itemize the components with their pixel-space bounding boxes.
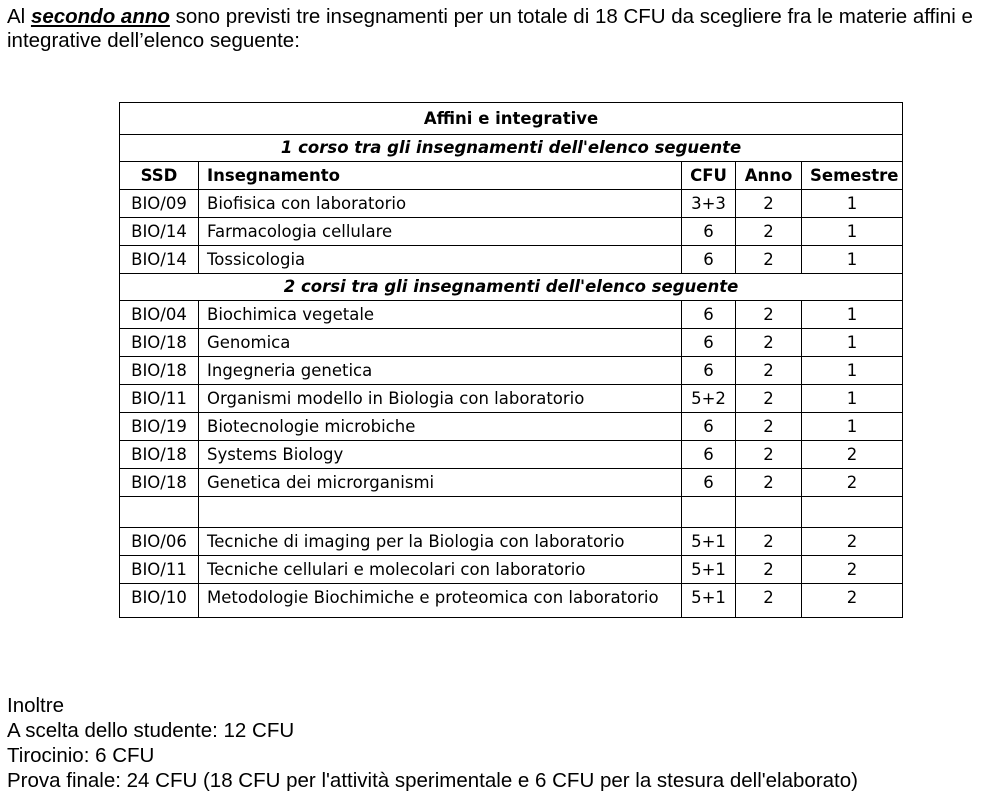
cell-semestre — [802, 497, 903, 528]
cell-semestre: 2 — [802, 469, 903, 497]
intro-paragraph — [7, 5, 997, 53]
cell-anno: 2 — [736, 441, 802, 469]
outro-line: Tirocinio: 6 CFU — [7, 744, 155, 767]
cell-semestre: 1 — [802, 413, 903, 441]
cell-anno: 2 — [736, 556, 802, 584]
cell-ssd: BIO/14 — [120, 246, 199, 274]
cell-semestre: 1 — [802, 329, 903, 357]
cell-semestre: 1 — [802, 190, 903, 218]
cell-semestre: 2 — [802, 441, 903, 469]
cell-cfu: 5+2 — [682, 385, 736, 413]
intro-emphasis: secondo anno — [30, 5, 170, 28]
table-row — [120, 190, 903, 218]
cell-anno: 2 — [736, 528, 802, 556]
cell-ssd: BIO/18 — [120, 357, 199, 385]
cell-anno: 2 — [736, 357, 802, 385]
cell-insegnamento: Organismi modello in Biologia con laboratorio — [199, 385, 682, 413]
cell-ssd: BIO/19 — [120, 413, 199, 441]
cell-cfu: 6 — [682, 218, 736, 246]
group1-label: 1 corso tra gli insegnamenti dell'elenco seguente — [120, 135, 903, 162]
table-row — [120, 246, 903, 274]
col-semestre: Semestre — [802, 162, 903, 190]
cell-cfu: 6 — [682, 329, 736, 357]
cell-insegnamento: Systems Biology — [199, 441, 682, 469]
cell-insegnamento: Genomica — [199, 329, 682, 357]
table-row — [120, 301, 903, 329]
cell-cfu: 6 — [682, 246, 736, 274]
cell-semestre: 1 — [802, 385, 903, 413]
table-row — [120, 497, 903, 528]
cell-insegnamento: Tecniche di imaging per la Biologia con laboratorio — [199, 528, 682, 556]
cell-ssd: BIO/10 — [120, 584, 199, 618]
intro-prefix: Al — [7, 5, 31, 28]
cell-semestre: 1 — [802, 301, 903, 329]
table-row — [120, 528, 903, 556]
cell-semestre: 1 — [802, 357, 903, 385]
cell-cfu: 3+3 — [682, 190, 736, 218]
cell-anno: 2 — [736, 246, 802, 274]
column-header-row — [120, 162, 903, 190]
group2-header-row — [120, 274, 903, 301]
group1-header-row — [120, 135, 903, 162]
cell-insegnamento: Tossicologia — [199, 246, 682, 274]
cell-ssd: BIO/18 — [120, 469, 199, 497]
col-ssd: SSD — [120, 162, 199, 190]
cell-ssd: BIO/09 — [120, 190, 199, 218]
cell-semestre: 1 — [802, 246, 903, 274]
table-title: Affini e integrative — [120, 103, 903, 135]
affini-table — [119, 102, 903, 618]
table-title-row — [120, 103, 903, 135]
cell-insegnamento — [199, 497, 682, 528]
table-row — [120, 385, 903, 413]
cell-cfu: 6 — [682, 469, 736, 497]
outro-line: Prova finale: 24 CFU (18 CFU per l'attività sperimentale e 6 CFU per la stesura dell'elaborato) — [7, 769, 858, 792]
col-anno: Anno — [736, 162, 802, 190]
cell-anno: 2 — [736, 413, 802, 441]
cell-semestre: 2 — [802, 584, 903, 618]
cell-anno: 2 — [736, 190, 802, 218]
cell-insegnamento: Biochimica vegetale — [199, 301, 682, 329]
cell-cfu: 6 — [682, 357, 736, 385]
cell-ssd: BIO/18 — [120, 441, 199, 469]
table-row — [120, 441, 903, 469]
cell-anno — [736, 497, 802, 528]
cell-insegnamento: Metodologie Biochimiche e proteomica con laboratorio — [199, 584, 682, 618]
cell-insegnamento: Biotecnologie microbiche — [199, 413, 682, 441]
cell-semestre: 2 — [802, 556, 903, 584]
cell-anno: 2 — [736, 584, 802, 618]
outro-line: Inoltre — [7, 694, 64, 717]
table-row — [120, 556, 903, 584]
cell-cfu: 5+1 — [682, 528, 736, 556]
cell-anno: 2 — [736, 218, 802, 246]
cell-cfu: 6 — [682, 441, 736, 469]
cell-anno: 2 — [736, 329, 802, 357]
cell-ssd: BIO/04 — [120, 301, 199, 329]
cell-cfu — [682, 497, 736, 528]
col-cfu: CFU — [682, 162, 736, 190]
cell-insegnamento: Tecniche cellulari e molecolari con laboratorio — [199, 556, 682, 584]
table-row — [120, 584, 903, 618]
cell-anno: 2 — [736, 385, 802, 413]
outro-line: A scelta dello studente: 12 CFU — [7, 719, 295, 742]
cell-insegnamento: Biofisica con laboratorio — [199, 190, 682, 218]
table-row — [120, 469, 903, 497]
cell-anno: 2 — [736, 301, 802, 329]
cell-cfu: 6 — [682, 301, 736, 329]
table-row — [120, 357, 903, 385]
cell-insegnamento: Genetica dei microrganismi — [199, 469, 682, 497]
cell-ssd: BIO/11 — [120, 556, 199, 584]
cell-cfu: 6 — [682, 413, 736, 441]
cell-ssd: BIO/18 — [120, 329, 199, 357]
cell-anno: 2 — [736, 469, 802, 497]
cell-ssd — [120, 497, 199, 528]
cell-cfu: 5+1 — [682, 556, 736, 584]
cell-semestre: 1 — [802, 218, 903, 246]
group2-label: 2 corsi tra gli insegnamenti dell'elenco seguente — [120, 274, 903, 301]
table-row — [120, 413, 903, 441]
cell-insegnamento: Farmacologia cellulare — [199, 218, 682, 246]
col-insegnamento: Insegnamento — [199, 162, 682, 190]
intro-rest: sono previsti tre insegnamenti per un totale di 18 CFU da scegliere fra le materie affini e integrative dell’elenco seguente: — [7, 5, 973, 52]
cell-ssd: BIO/14 — [120, 218, 199, 246]
cell-cfu: 5+1 — [682, 584, 736, 618]
cell-ssd: BIO/11 — [120, 385, 199, 413]
table-row — [120, 329, 903, 357]
cell-semestre: 2 — [802, 528, 903, 556]
cell-insegnamento: Ingegneria genetica — [199, 357, 682, 385]
cell-ssd: BIO/06 — [120, 528, 199, 556]
outro-block — [7, 693, 858, 793]
table-row — [120, 218, 903, 246]
